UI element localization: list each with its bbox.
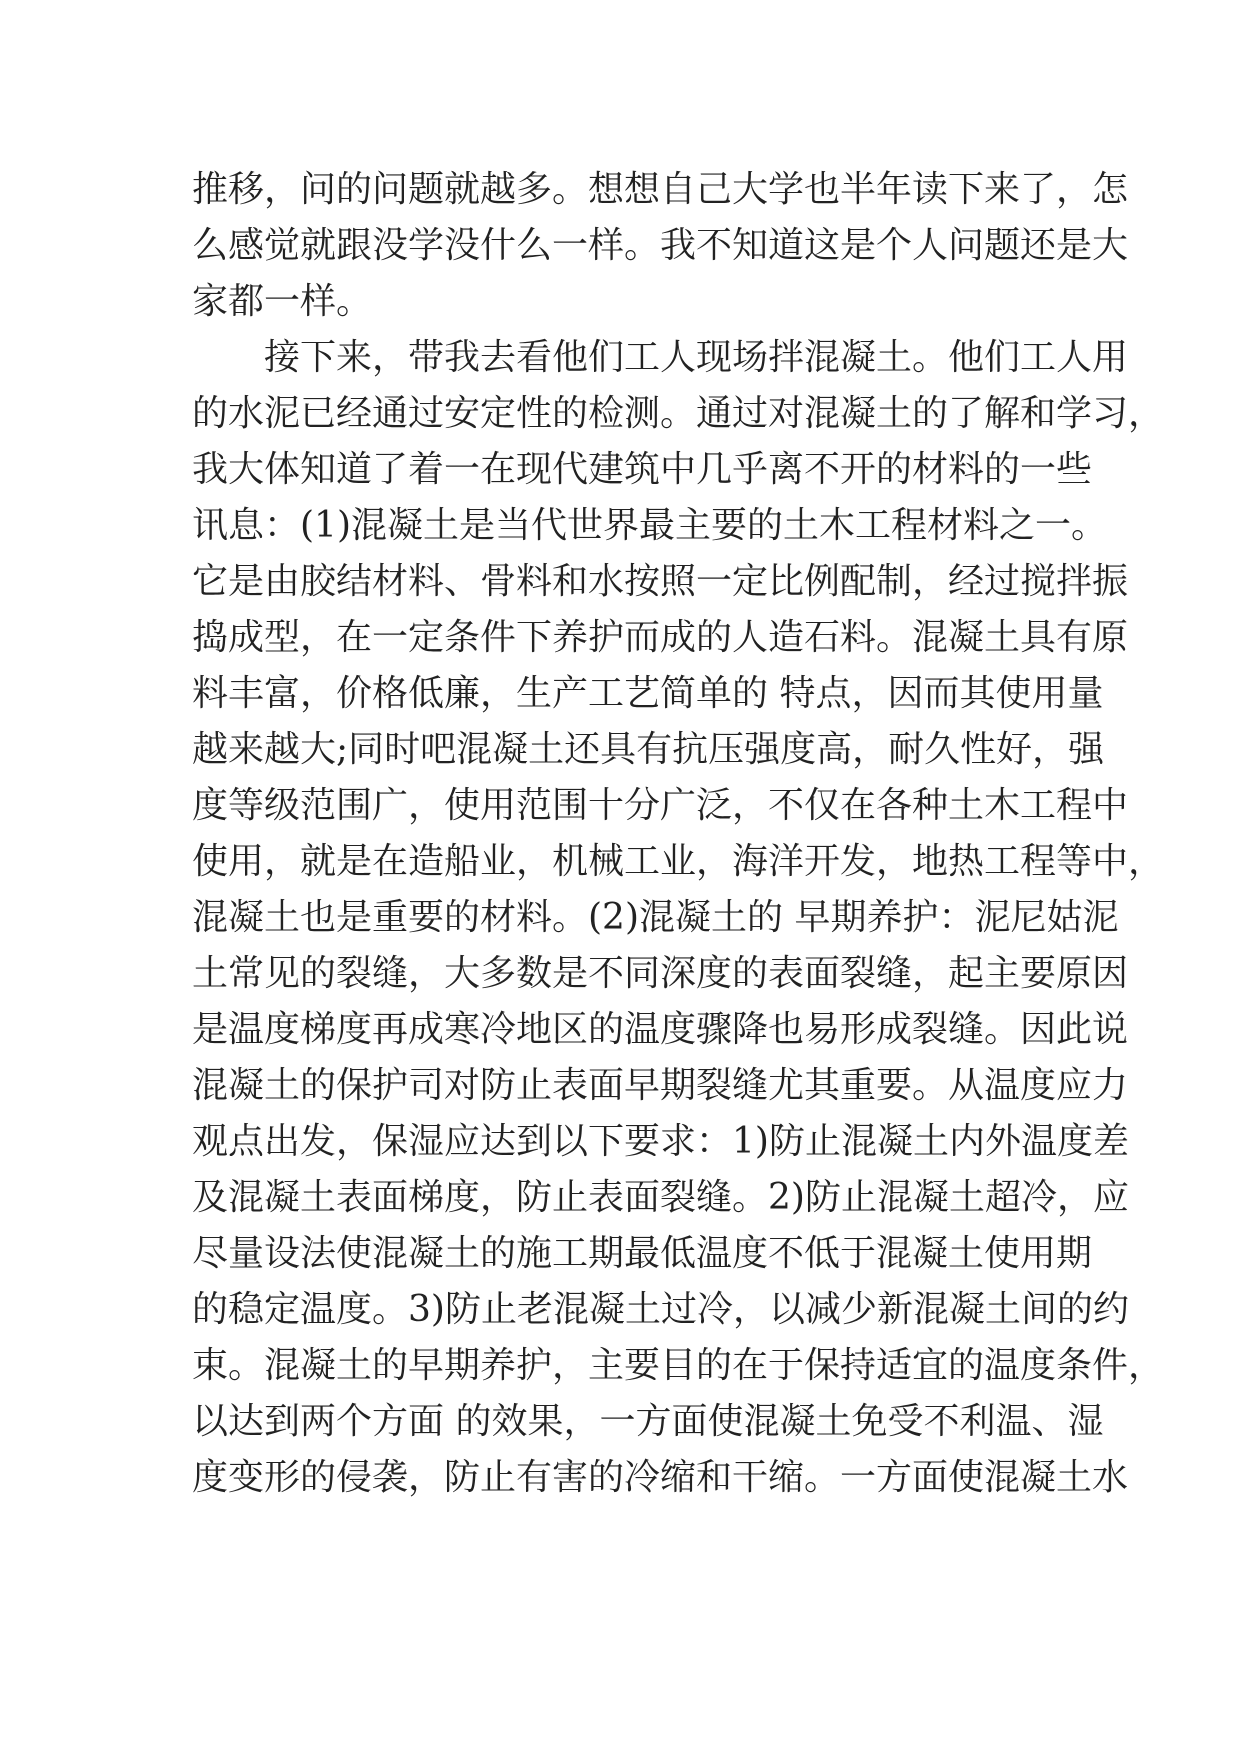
text-line: 及混凝土表面梯度，防止表面裂缝。2)防止混凝土超冷，应 bbox=[192, 1177, 1129, 1218]
body-text bbox=[192, 162, 1165, 1506]
text-line: 么感觉就跟没学没什么一样。我不知道这是个人问题还是大 bbox=[192, 225, 1129, 266]
text-line: 混凝土的保护司对防止表面早期裂缝尤其重要。从温度应力 bbox=[192, 1065, 1129, 1106]
text-line: 讯息：(1)混凝土是当代世界最主要的土木工程材料之一。 bbox=[192, 505, 1107, 546]
text-line: 捣成型，在一定条件下养护而成的人造石料。混凝土具有原 bbox=[192, 617, 1129, 658]
text-line: 观点出发，保湿应达到以下要求：1)防止混凝土内外温度差 bbox=[192, 1121, 1129, 1162]
text-line: 我大体知道了着一在现代建筑中几乎离不开的材料的一些 bbox=[192, 449, 1093, 490]
text-line: 尽量设法使混凝土的施工期最低温度不低于混凝土使用期 bbox=[192, 1233, 1093, 1274]
text-line: 接下来，带我去看他们工人现场拌混凝土。他们工人用 bbox=[264, 337, 1129, 378]
text-line: 束。混凝土的早期养护，主要目的在于保持适宜的温度条件， bbox=[192, 1345, 1165, 1386]
text-line: 度变形的侵袭，防止有害的冷缩和干缩。一方面使混凝土水 bbox=[192, 1457, 1129, 1498]
text-line: 它是由胶结材料、骨料和水按照一定比例配制，经过搅拌振 bbox=[192, 561, 1129, 602]
text-line: 使用，就是在造船业，机械工业，海洋开发，地热工程等中， bbox=[192, 841, 1165, 882]
text-line: 以达到两个方面 的效果，一方面使混凝土免受不利温、湿 bbox=[192, 1401, 1104, 1442]
text-line: 推移，问的问题就越多。想想自己大学也半年读下来了，怎 bbox=[192, 169, 1129, 210]
text-line: 越来越大;同时吧混凝土还具有抗压强度高，耐久性好，强 bbox=[192, 729, 1105, 770]
text-line: 的稳定温度。3)防止老混凝土过冷，以减少新混凝土间的约 bbox=[192, 1289, 1129, 1330]
text-line: 家都一样。 bbox=[192, 281, 373, 322]
text-line: 料丰富，价格低廉，生产工艺简单的 特点，因而其使用量 bbox=[192, 673, 1104, 714]
text-line: 是温度梯度再成寒冷地区的温度骤降也易形成裂缝。因此说 bbox=[192, 1009, 1129, 1050]
text-line: 混凝土也是重要的材料。(2)混凝土的 早期养护：泥尼姑泥 bbox=[192, 897, 1119, 938]
text-line: 的水泥已经通过安定性的检测。通过对混凝土的了解和学习， bbox=[192, 393, 1165, 434]
text-line: 度等级范围广，使用范围十分广泛，不仅在各种土木工程中 bbox=[192, 785, 1129, 826]
text-line: 土常见的裂缝，大多数是不同深度的表面裂缝，起主要原因 bbox=[192, 953, 1129, 994]
